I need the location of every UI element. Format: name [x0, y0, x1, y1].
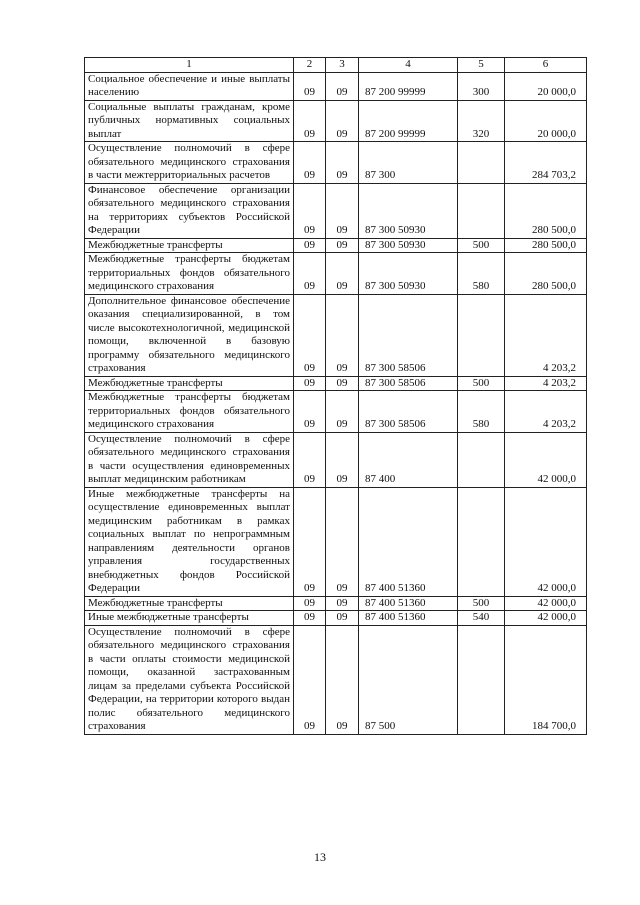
- table-row: [85, 625, 587, 734]
- row-expense-type: [458, 487, 505, 596]
- row-amount: 20 000,0: [505, 100, 587, 142]
- row-expense-type: [458, 183, 505, 238]
- row-target-code: 87 200 99999: [359, 100, 458, 142]
- row-description: Социальные выплаты гражданам, кроме публичных нормативных социальных выплат: [85, 100, 294, 142]
- table-row: [85, 183, 587, 238]
- row-amount: 42 000,0: [505, 611, 587, 626]
- row-amount: 20 000,0: [505, 72, 587, 100]
- row-amount: 4 203,2: [505, 294, 587, 376]
- row-amount: 280 500,0: [505, 238, 587, 253]
- header-col-6: 6: [505, 58, 587, 73]
- row-subsection: 09: [326, 100, 359, 142]
- header-col-3: 3: [326, 58, 359, 73]
- row-expense-type: [458, 432, 505, 487]
- table-row: [85, 142, 587, 184]
- row-expense-type: [458, 294, 505, 376]
- row-description: Межбюджетные трансферты: [85, 596, 294, 611]
- row-amount: 280 500,0: [505, 253, 587, 295]
- table-row: [85, 72, 587, 100]
- row-section: 09: [294, 611, 326, 626]
- row-expense-type: [458, 142, 505, 184]
- row-expense-type: [458, 625, 505, 734]
- row-description: Осуществление полномочий в сфере обязательного медицинского страхования в части оплаты стоимости медицинской помощи, оказанной застрахованным лицам за пределами субъекта Российской Федерации, на территории которого выдан полис обязательного медицинского страхования: [85, 625, 294, 734]
- row-description: Межбюджетные трансферты бюджетам территориальных фондов обязательного медицинского страхования: [85, 391, 294, 433]
- row-description: Дополнительное финансовое обеспечение оказания специализированной, в том числе высокотехнологичной, медицинской помощи, включенной в базовую программу обязательного медицинского страхования: [85, 294, 294, 376]
- table-row: [85, 376, 587, 391]
- budget-table: [84, 57, 587, 735]
- row-section: 09: [294, 238, 326, 253]
- row-target-code: 87 300 58506: [359, 294, 458, 376]
- row-section: 09: [294, 625, 326, 734]
- row-subsection: 09: [326, 72, 359, 100]
- row-expense-type: 500: [458, 376, 505, 391]
- row-subsection: 09: [326, 183, 359, 238]
- table-row: [85, 238, 587, 253]
- row-description: Финансовое обеспечение организации обязательного медицинского страхования на территориях субъектов Российской Федерации: [85, 183, 294, 238]
- table-row: [85, 391, 587, 433]
- row-section: 09: [294, 376, 326, 391]
- row-description: Осуществление полномочий в сфере обязательного медицинского страхования в части межтерриториальных расчетов: [85, 142, 294, 184]
- table-row: [85, 432, 587, 487]
- row-subsection: 09: [326, 391, 359, 433]
- row-target-code: 87 400 51360: [359, 611, 458, 626]
- table-row: [85, 100, 587, 142]
- row-subsection: 09: [326, 376, 359, 391]
- row-description: Иные межбюджетные трансферты на осуществление единовременных выплат медицинским работникам в рамках социальных выплат по непрограммным направлениям деятельности органов управления государственных внебюджетных фондов Российской Федерации: [85, 487, 294, 596]
- row-amount: 284 703,2: [505, 142, 587, 184]
- row-target-code: 87 300 58506: [359, 391, 458, 433]
- row-section: 09: [294, 183, 326, 238]
- header-col-1: 1: [85, 58, 294, 73]
- row-subsection: 09: [326, 611, 359, 626]
- row-amount: 42 000,0: [505, 487, 587, 596]
- row-amount: 42 000,0: [505, 432, 587, 487]
- row-target-code: 87 300 50930: [359, 183, 458, 238]
- row-target-code: 87 400: [359, 432, 458, 487]
- row-section: 09: [294, 253, 326, 295]
- row-section: 09: [294, 391, 326, 433]
- row-section: 09: [294, 142, 326, 184]
- row-subsection: 09: [326, 625, 359, 734]
- row-amount: 280 500,0: [505, 183, 587, 238]
- row-expense-type: 300: [458, 72, 505, 100]
- row-expense-type: 320: [458, 100, 505, 142]
- row-target-code: 87 200 99999: [359, 72, 458, 100]
- row-description: Межбюджетные трансферты бюджетам территориальных фондов обязательного медицинского страхования: [85, 253, 294, 295]
- row-amount: 4 203,2: [505, 376, 587, 391]
- row-subsection: 09: [326, 142, 359, 184]
- row-amount: 4 203,2: [505, 391, 587, 433]
- row-target-code: 87 300 50930: [359, 253, 458, 295]
- row-subsection: 09: [326, 596, 359, 611]
- row-expense-type: 500: [458, 596, 505, 611]
- page-number: 13: [314, 850, 326, 864]
- header-col-2: 2: [294, 58, 326, 73]
- row-section: 09: [294, 294, 326, 376]
- row-target-code: 87 400 51360: [359, 596, 458, 611]
- row-section: 09: [294, 432, 326, 487]
- row-subsection: 09: [326, 238, 359, 253]
- row-subsection: 09: [326, 253, 359, 295]
- row-target-code: 87 300 50930: [359, 238, 458, 253]
- row-section: 09: [294, 100, 326, 142]
- row-description: Социальное обеспечение и иные выплаты населению: [85, 72, 294, 100]
- row-expense-type: 540: [458, 611, 505, 626]
- row-section: 09: [294, 72, 326, 100]
- table-row: [85, 487, 587, 596]
- row-expense-type: 580: [458, 253, 505, 295]
- row-subsection: 09: [326, 487, 359, 596]
- row-amount: 42 000,0: [505, 596, 587, 611]
- row-target-code: 87 500: [359, 625, 458, 734]
- row-target-code: 87 400 51360: [359, 487, 458, 596]
- row-amount: 184 700,0: [505, 625, 587, 734]
- row-target-code: 87 300: [359, 142, 458, 184]
- row-subsection: 09: [326, 294, 359, 376]
- table-header-row: [85, 58, 587, 73]
- header-col-4: 4: [359, 58, 458, 73]
- row-description: Осуществление полномочий в сфере обязательного медицинского страхования в части осуществления единовременных выплат медицинским работникам: [85, 432, 294, 487]
- row-description: Межбюджетные трансферты: [85, 238, 294, 253]
- row-description: Межбюджетные трансферты: [85, 376, 294, 391]
- table-row: [85, 294, 587, 376]
- row-expense-type: 580: [458, 391, 505, 433]
- row-description: Иные межбюджетные трансферты: [85, 611, 294, 626]
- row-section: 09: [294, 487, 326, 596]
- table-row: [85, 596, 587, 611]
- table-row: [85, 611, 587, 626]
- row-subsection: 09: [326, 432, 359, 487]
- table-row: [85, 253, 587, 295]
- row-expense-type: 500: [458, 238, 505, 253]
- row-target-code: 87 300 58506: [359, 376, 458, 391]
- header-col-5: 5: [458, 58, 505, 73]
- row-section: 09: [294, 596, 326, 611]
